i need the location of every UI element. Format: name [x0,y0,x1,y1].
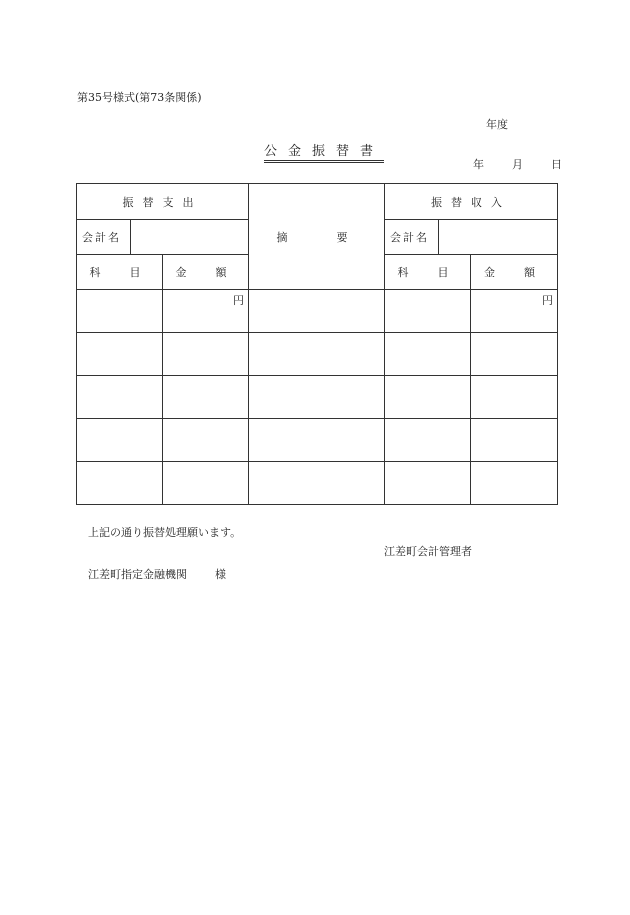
debit-item-cell[interactable] [77,462,163,505]
date-year-label: 年 [473,158,484,171]
debit-amount-cell[interactable] [163,333,249,376]
debit-amount-cell[interactable] [163,419,249,462]
credit-item-cell[interactable] [385,290,471,333]
debit-account-name-field[interactable] [131,220,249,255]
credit-account-name-label: 会計名 [385,220,439,255]
credit-header: 振替収入 [385,184,558,220]
debit-amount-header: 金 額 [163,255,249,290]
credit-item-cell[interactable] [385,419,471,462]
credit-amount-cell[interactable]: 円 [471,290,558,333]
table-row [77,290,558,333]
credit-item-header: 科 目 [385,255,471,290]
debit-header: 振替支出 [77,184,249,220]
credit-account-name-field[interactable] [439,220,558,255]
debit-item-cell[interactable] [77,419,163,462]
document-title: 公金振替書 [264,145,384,163]
summary-cell[interactable] [249,419,385,462]
debit-item-cell[interactable] [77,376,163,419]
date-line [473,156,562,172]
summary-cell[interactable] [249,462,385,505]
transfer-form-table [76,183,558,505]
credit-item-cell[interactable] [385,333,471,376]
summary-header: 摘 要 [249,184,385,290]
request-note: 上記の通り振替処理願います。 [88,526,242,539]
debit-account-name-label: 会計名 [77,220,131,255]
credit-item-cell[interactable] [385,462,471,505]
form-number-label: 第35号様式(第73条関係) [77,91,202,104]
credit-amount-cell[interactable] [471,462,558,505]
summary-cell[interactable] [249,333,385,376]
debit-amount-cell[interactable] [163,376,249,419]
summary-cell[interactable] [249,376,385,419]
credit-amount-cell[interactable] [471,376,558,419]
debit-amount-cell[interactable] [163,462,249,505]
table-row [77,376,558,419]
treasurer-name: 江差町会計管理者 [384,545,472,558]
bank-name: 江差町指定金融機関 [88,568,187,581]
summary-cell[interactable] [249,290,385,333]
debit-item-header: 科 目 [77,255,163,290]
debit-item-cell[interactable] [77,333,163,376]
honorific: 様 [215,568,226,581]
debit-amount-cell[interactable]: 円 [163,290,249,333]
credit-amount-cell[interactable] [471,333,558,376]
credit-item-cell[interactable] [385,376,471,419]
table-row [77,333,558,376]
bank-addressee [88,566,226,582]
credit-amount-header: 金 額 [471,255,558,290]
table-row [77,419,558,462]
date-day-label: 日 [551,158,562,171]
credit-amount-cell[interactable] [471,419,558,462]
debit-item-cell[interactable] [77,290,163,333]
date-month-label: 月 [512,158,523,171]
fiscal-year-label: 年度 [486,118,508,131]
table-row [77,462,558,505]
